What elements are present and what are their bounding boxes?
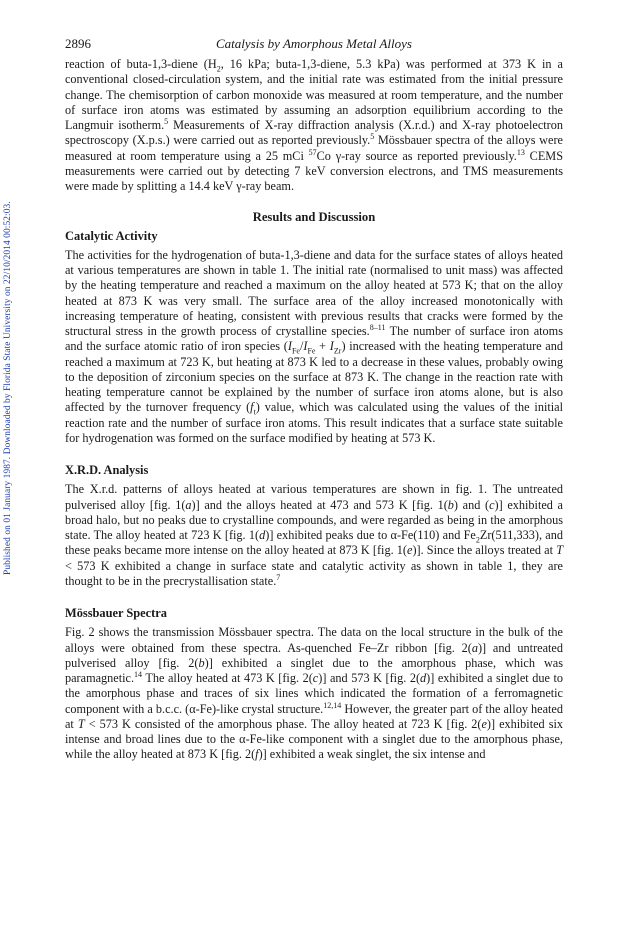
- catalytic-activity-paragraph: The activities for the hydrogenation of buta-1,3-diene and data for the surface states of alloys heated at various temperatures are shown in table 1. The initial rate (normalised to unit mass) was affected by the heating temperature and reached a maximum on the alloy heated at 573 K; that on the alloy heated at 873 K was very small. The surface area of the alloy increased monotonically with increasing temperature of heating, consistent with previous results that cracks were formed by the structural stress in the growth process of crystalline species.$^{8-11}$ The number of surface iron atoms and the surface atomic ratio of iron species $(I_{Fe}/I_{Fe} + I_{Zr})$ increased with the heating temperature and reached a maximum at 723 K, but heating at 873 K led to a decrease in these values, probably owing to the deposition of zirconium species on the surface at 873 K. The change in the reaction rate with heating temperature cannot be explained by the number of surface iron atoms alone, but is also affected by the turnover frequency $(f_t)$ value, which was calculated using the values of the initial reaction rate and the number of surface iron atoms. This result indicates that a surface state suitable for hydrogenation was formed on the surface modified by heating at 573 K.: [65, 247, 563, 445]
- provenance-sidebar: [0, 0, 24, 935]
- section-gap: [65, 446, 563, 463]
- subsection-heading-xrd: X.R.D. Analysis: [65, 463, 149, 477]
- methods-paragraph: reaction of buta-1,3-diene ($H_2$, 16 kPa; buta-1,3-diene, 5.3 kPa) was performed at 373 K in a conventional closed-circulation system, and the initial rate was estimated from the initial pressure change. The chemisorption of carbon monoxide was measured at room temperature, and the number of surface iron atoms was estimated by assuming an adsorption equilibrium according to the Langmuir isotherm.$^5$ Measurements of X-ray diffraction analysis (X.r.d.) and X-ray photoelectron spectroscopy (X.p.s.) were carried out as reported previously.$^5$ Mössbauer spectra of the alloys were measured at room temperature using a 25 mCi $^{57}$Co γ-ray source as reported previously.$^{13}$ CEMS measurements were carried out by detecting 7 keV conversion electrons, and TMS measurements were made by splitting a 14.4 keV γ-ray beam.: [65, 57, 564, 193]
- xrd-paragraph: The X.r.d. patterns of alloys heated at various temperatures are shown in fig. 1. The untreated pulverised alloy [fig. 1(a)] and the alloys heated at 473 and 573 K [fig. 1(b) and (c)] exhibited a broad halo, but no peaks due to crystalline compounds, and were regarded as being in the amorphous state. The alloy heated at 723 K [fig. 1(d)] exhibited peaks due to α-Fe(110) and $Fe_2Zr(511,333)$, and these peaks became more intense on the alloy heated at 873 K [fig. 1(e)]. Since the alloys treated at T < 573 K exhibited a change in surface state and catalytic activity as shown in table 1, they are thought to be in the precrystallisation state.$^7$: [65, 482, 564, 588]
- subsection-heading-mossbauer: Mössbauer Spectra: [65, 606, 167, 620]
- section-gap: [65, 589, 563, 606]
- section-heading-results: Results and Discussion: [252, 210, 376, 225]
- article-body: [65, 57, 563, 763]
- page-number: 2896: [65, 36, 91, 51]
- subsection-heading-catalytic-activity: Catalytic Activity: [65, 228, 158, 243]
- running-title: Catalysis by Amorphous Metal Alloys: [216, 36, 412, 51]
- mossbauer-paragraph: Fig. 2 shows the transmission Mössbauer spectra. The data on the local structure in the bulk of the alloys were obtained from these spectra. As-quenched Fe–Zr ribbon [fig. 2(a)] and untreated pulverised alloy [fig. 2(b)] exhibited a singlet due to the amorphous phase, which was paramagnetic.$^{14}$ The alloy heated at 473 K [fig. 2(c)] and 573 K [fig. 2(d)] exhibited a singlet due to the amorphous phase and traces of six lines which indicated the formation of a ferromagnetic component with a b.c.c. (α-Fe)-like crystal structure.$^{12,14}$ However, the greater part of the alloy heated at T < 573 K consisted of the amorphous phase. The alloy heated at 723 K [fig. 2(e)] exhibited six intense and broad lines due to the α-Fe-like component with a singlet due to the amorphous phase, while the alloy heated at 873 K [fig. 2(f)] exhibited a weak singlet, the six intense and: [65, 625, 564, 762]
- running-head: [65, 36, 563, 52]
- provenance-note: Published on 01 January 1987. Downloaded by Florida State University on 22/10/2014 00:52:03.: [3, 201, 13, 575]
